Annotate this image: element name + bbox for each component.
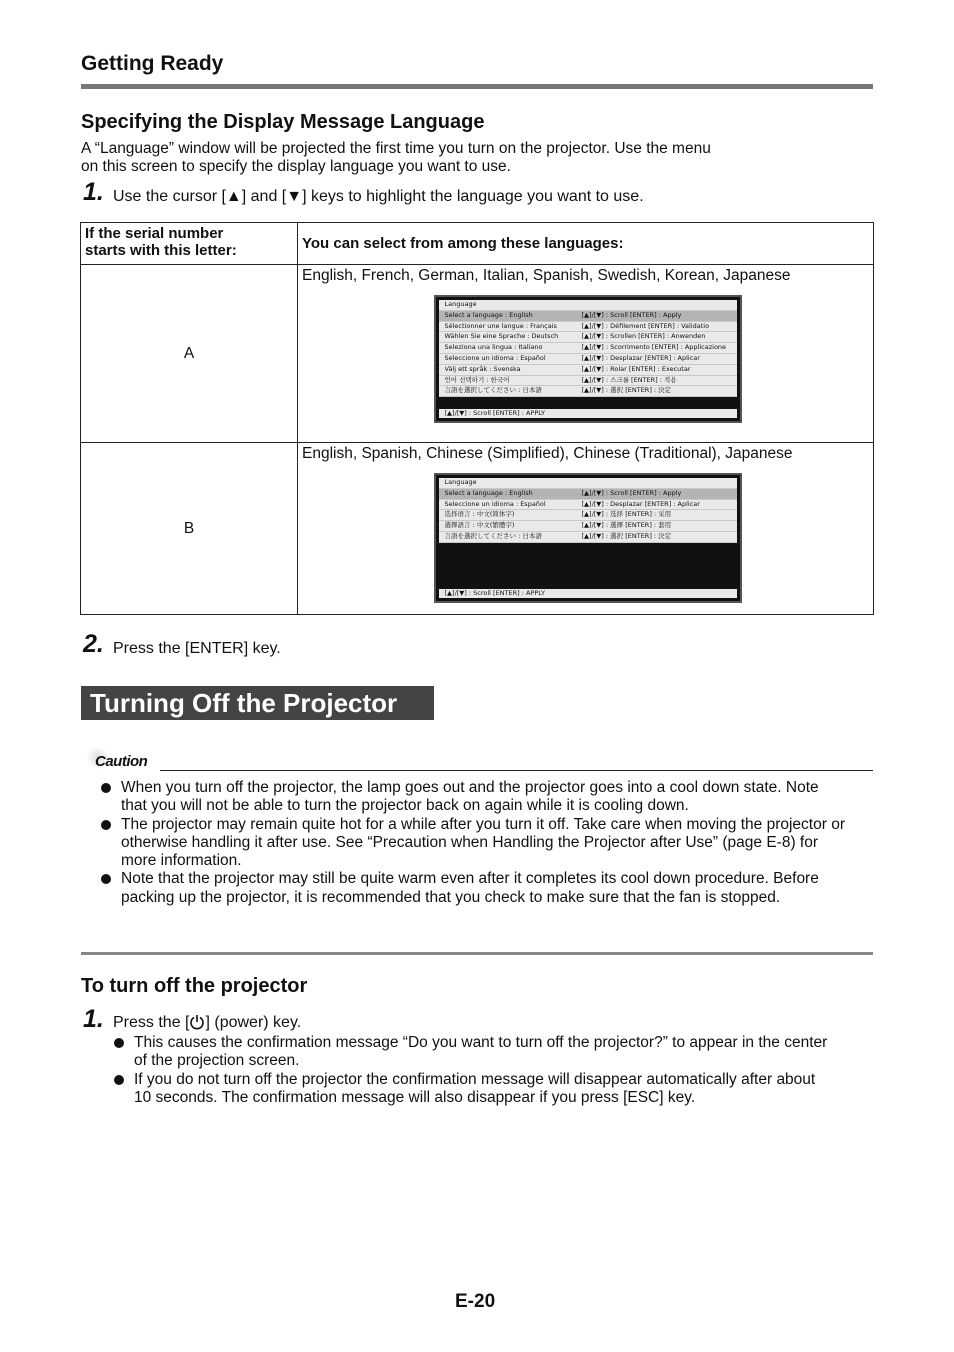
list-item: 言語を選択してください : 日本語 [▲]/[▼] : 選択 [ENTER] : 決定: [439, 386, 737, 397]
list-item: Seleziona una lingua : Italiano [▲]/[▼] : Scorrimento [ENTER] : Applicazione: [439, 343, 737, 354]
list-item: Sélectionner une langue : Français [▲]/[▼] : Défilement [ENTER] : Validatio: [439, 322, 737, 333]
table-header-serial: If the serial number starts with this letter:: [81, 223, 298, 265]
step-1-number: 1.: [83, 178, 104, 206]
caution-rule: [160, 770, 873, 771]
screen-footer: [▲]/[▼] : Scroll [ENTER] : APPLY: [439, 409, 737, 418]
intro-line-2: on this screen to specify the display language you want to use.: [81, 158, 511, 175]
bullet-icon: [101, 874, 111, 884]
list-item: Note that the projector may still be quite warm even after it completes its cool down procedure. Before packing up the projector, it is recommended that you check to make sure that the fan is stopped.: [101, 870, 846, 907]
screen-footer: [▲]/[▼] : Scroll [ENTER] : APPLY: [439, 589, 737, 598]
caution-label: Caution: [95, 753, 148, 770]
list-item: If you do not turn off the projector the confirmation message will disappear automatically after about 10 seconds. The confirmation message will also disappear if you press [ESC] key.: [114, 1071, 834, 1108]
languages-list-b: English, Spanish, Chinese (Simplified), Chinese (Traditional), Japanese: [302, 445, 793, 462]
turnoff-banner: Turning Off the Projector: [81, 686, 434, 720]
section-title: Getting Ready: [81, 52, 224, 75]
step-2-number: 2.: [83, 630, 104, 658]
serial-letter-a: A: [81, 265, 298, 443]
step-2-text: Press the [ENTER] key.: [113, 640, 281, 657]
bullet-icon: [101, 820, 111, 830]
bullet-icon: [114, 1038, 124, 1048]
list-item: 選擇語言 : 中文(繁體字) [▲]/[▼] : 選擇 [ENTER] : 套用: [439, 521, 737, 532]
list-item: Välj ett språk : Svenska [▲]/[▼] : Rolar [ENTER] : Executar: [439, 365, 737, 376]
caution-bottom-rule: [81, 952, 873, 955]
list-item: 选择语言 : 中文(简体字) [▲]/[▼] : 选择 [ENTER] : 采用: [439, 510, 737, 521]
bullet-icon: [114, 1075, 124, 1085]
screen-title: Language: [439, 478, 737, 489]
list-item: This causes the confirmation message “Do you want to turn off the projector?” to appear in the center of the projection screen.: [114, 1034, 834, 1071]
turnoff-step-1-number: 1.: [83, 1005, 104, 1033]
turnoff-step-1-list: [114, 1034, 834, 1107]
table-header-languages: You can select from among these languages:: [298, 223, 874, 265]
serial-letter-b: B: [81, 443, 298, 615]
turnoff-subtitle: To turn off the projector: [81, 975, 308, 997]
language-screen-a: [434, 295, 742, 423]
list-item: Seleccione un idioma : Español [▲]/[▼] : Desplazar [ENTER] : Aplicar: [439, 354, 737, 365]
list-item: Select a language : English [▲]/[▼] : Scroll [ENTER] : Apply: [439, 489, 737, 500]
list-item: The projector may remain quite hot for a while after you turn it off. Take care when moving the projector or otherwise handling it after use. See “Precaution when Handling the Projector after Use” (page E-8) for more information.: [101, 816, 846, 871]
page-number: E-20: [455, 1291, 496, 1312]
turnoff-step-1-text: Press the [ ] (power) key.: [113, 1014, 302, 1031]
step-1-text: Use the cursor [▲] and [▼] keys to highlight the language you want to use.: [113, 188, 644, 205]
language-screen-b: [434, 473, 742, 603]
list-item: When you turn off the projector, the lamp goes out and the projector goes into a cool down state. Note that you will not be able to turn the projector back on again while it is cooling down.: [101, 779, 846, 816]
intro-line-1: A “Language” window will be projected the first time you turn on the projector. Use the menu: [81, 140, 711, 157]
languages-cell-a: [298, 265, 874, 443]
screen-title: Language: [439, 300, 737, 311]
list-item: Wählen Sie eine Sprache : Deutsch [▲]/[▼] : Scrollen [ENTER] : Anwenden: [439, 332, 737, 343]
language-table: [80, 222, 874, 615]
list-item: Seleccione un idioma : Español [▲]/[▼] : Desplazar [ENTER] : Aplicar: [439, 500, 737, 511]
power-icon: [189, 1014, 205, 1030]
list-item: 言語を選択してください : 日本語 [▲]/[▼] : 選択 [ENTER] : 決定: [439, 532, 737, 543]
header-rule: [81, 84, 873, 89]
caution-list: [101, 779, 846, 907]
list-item: Select a language : English [▲]/[▼] : Scroll [ENTER] : Apply: [439, 311, 737, 322]
languages-list-a: English, French, German, Italian, Spanish, Swedish, Korean, Japanese: [302, 267, 791, 284]
list-item: 언어 선택하기 : 한국어 [▲]/[▼] : 스크롤 [ENTER] : 적용: [439, 376, 737, 387]
bullet-icon: [101, 783, 111, 793]
languages-cell-b: [298, 443, 874, 615]
language-heading: Specifying the Display Message Language: [81, 111, 485, 133]
